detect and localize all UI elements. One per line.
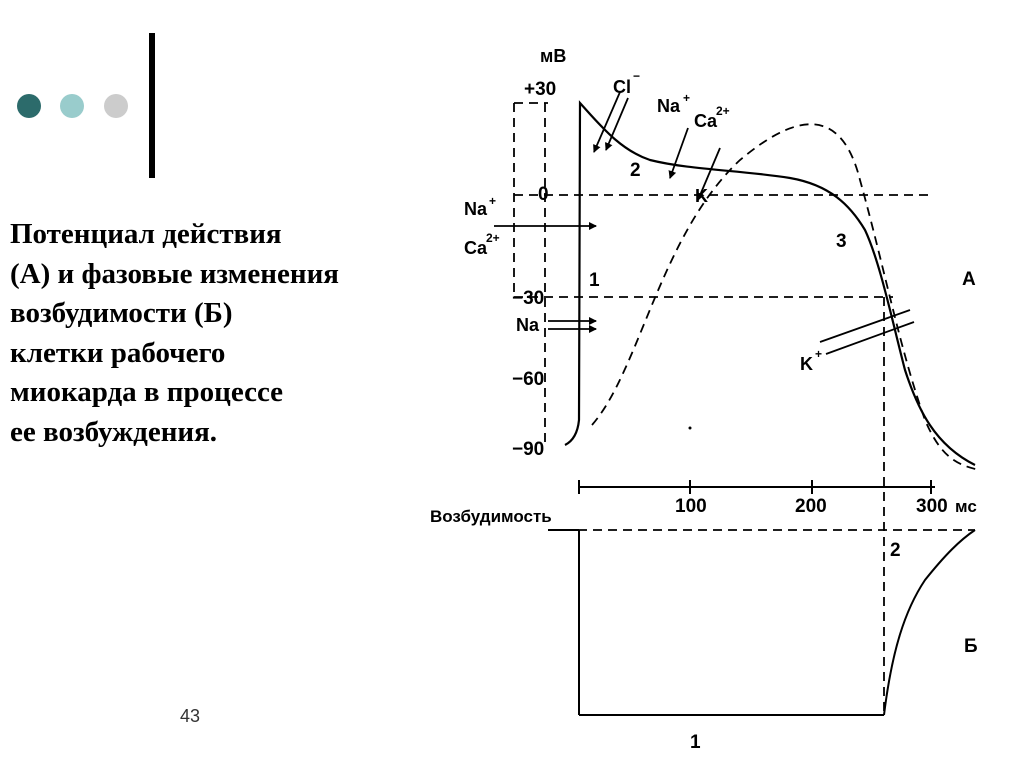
phase-label: 1 [690, 732, 701, 753]
y-tick-label: 0 [538, 184, 549, 205]
ion-label-ca-top: Ca [694, 111, 718, 131]
time-tick-label: 100 [675, 496, 707, 517]
phase-label: 3 [836, 231, 847, 252]
stray-dot [689, 427, 692, 430]
ion-label-na-top: Na [657, 96, 681, 116]
y-tick-label: +30 [524, 79, 557, 100]
y-tick-label: −30 [512, 288, 545, 309]
title-line: Потенциал действия [10, 218, 282, 250]
time-tick-label: 200 [795, 496, 827, 517]
panel-a-label: А [962, 269, 976, 290]
mv-unit-label: мВ [540, 46, 567, 66]
ion-label-na-left: Na [464, 199, 488, 219]
phase-label: 2 [630, 160, 641, 181]
title-line: клетки рабочего [10, 336, 226, 369]
ion-charge: + [489, 194, 497, 208]
ion-charge: 2+ [716, 104, 730, 118]
page-number: 43 [180, 706, 201, 726]
time-unit-label: мс [955, 497, 977, 516]
y-tick-label: −60 [512, 369, 545, 390]
ion-label-ca-left: Ca [464, 238, 488, 258]
y-tick-label: −90 [512, 439, 545, 460]
ion-charge: + [683, 91, 691, 105]
na-ca-top-arrow [670, 128, 688, 178]
ion-label-k-mid: K [695, 186, 708, 206]
phase-label: 2 [890, 540, 901, 561]
time-tick-label: 300 [916, 496, 948, 517]
action-potential-curve [565, 103, 975, 465]
title-line: возбудимости (Б) [10, 297, 233, 329]
ion-charge: − [633, 69, 641, 83]
title-line: миокарда в процессе [10, 376, 284, 408]
title-line: ее возбуждения. [10, 415, 218, 448]
excitability-axis-label: Возбудимость [430, 507, 552, 526]
panel-b-label: Б [964, 636, 978, 657]
ion-label-cl: Cl [613, 77, 631, 97]
title-line: (А) и фазовые изменения [10, 257, 339, 290]
ion-charge: 2+ [486, 231, 500, 245]
phase-label: 1 [589, 270, 600, 291]
ion-label-na-fast: Na [516, 315, 540, 335]
ion-label-k-lower: K [800, 354, 813, 374]
ion-charge: + [815, 347, 823, 361]
